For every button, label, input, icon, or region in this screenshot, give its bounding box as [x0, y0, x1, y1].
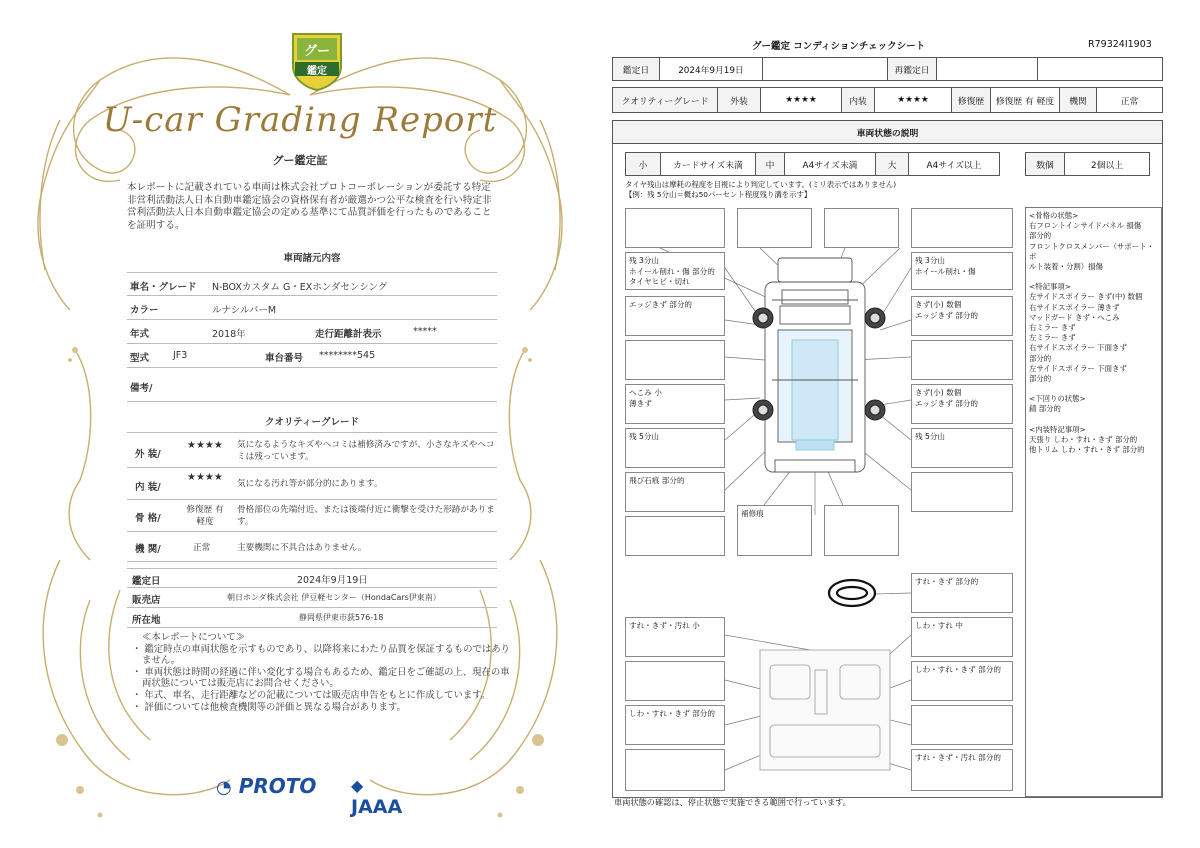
- chassis-value: ********545: [319, 350, 376, 361]
- report-notes: [130, 632, 510, 713]
- quality-grade-label: クオリティーグレード: [612, 87, 718, 113]
- info-row-date: [127, 568, 497, 588]
- ext-box-top-2: [824, 208, 899, 248]
- interior-stars: ★★★★: [874, 87, 952, 113]
- badge-line1: グー: [303, 44, 330, 59]
- notes-line: 左ミラー きず: [1029, 333, 1076, 343]
- notes-line: 左サイドスポイラー 下面きず: [1029, 363, 1127, 373]
- remarks-label: 備考/: [130, 383, 153, 394]
- notes-line: 錆 部分的: [1029, 404, 1061, 414]
- grade-section-title: クオリティーグレード: [264, 417, 360, 428]
- condition-check-sheet: [600, 0, 1200, 848]
- model-label: 型式: [130, 353, 150, 364]
- notes-line: [1029, 384, 1158, 394]
- dealer-value: 朝日ホンダ株式会社 伊豆軽センター（HondaCars伊東南）: [227, 593, 441, 602]
- notes-line: 部分的: [1029, 231, 1052, 241]
- int-box-right-4: すれ・きず・汚れ 部分的: [911, 749, 1013, 791]
- notes-line: 右サイドスポイラー 薄きず: [1029, 302, 1120, 312]
- engine-value: 正常: [1096, 87, 1163, 113]
- frame-desc: 骨格部位の先端付近、または後端付近に衝撃を受けた形跡があります。: [237, 505, 495, 527]
- interior-label: 内 装/: [135, 482, 161, 493]
- jaaa-logo: ◆ JAAA: [351, 776, 403, 818]
- notes-line: マッドガード きず・へこみ: [1029, 312, 1120, 322]
- notes-line: フロントクロスメンバー（サポート・ボ: [1029, 241, 1154, 261]
- notes-line: <骨格の状態>: [1029, 211, 1079, 220]
- engine-value: 正常: [193, 543, 211, 553]
- notes-line: [1029, 415, 1158, 425]
- legend-count: 数個: [1025, 152, 1065, 176]
- ext-box-rear-center: 補修痕: [737, 505, 812, 556]
- legend-small-desc: カードサイズ未満: [660, 152, 756, 176]
- address-label: 所在地: [132, 615, 161, 626]
- exterior-desc: 気になるようなキズやヘコミは補修済みですが、小さなキズやヘコミは残っています。: [237, 440, 495, 462]
- note-item: ・ 鑑定時点の車両状態を示すものであり、以降将来にわたり品質を保証するものではありません。: [132, 643, 510, 667]
- notes-line: [1029, 272, 1158, 282]
- notes-line: <特記事項>: [1029, 282, 1071, 292]
- legend-count-desc: 2個以上: [1064, 152, 1150, 176]
- mileage-label: 走行距離計表示: [315, 329, 382, 340]
- grade-row-engine: [127, 532, 497, 562]
- ext-box-left-rear: 飛び石痕 部分的: [625, 472, 725, 512]
- ext-box-rear-right: [824, 505, 899, 556]
- legend-large-desc: A4サイズ以上: [908, 152, 1000, 176]
- int-box-right-2: しわ・すれ・きず 部分的: [911, 661, 1013, 701]
- name-label: 車名・グレード: [130, 282, 197, 293]
- exterior-stars: ★★★★: [187, 440, 223, 451]
- ext-box-top-1: [737, 208, 812, 248]
- ext-box-left-bottom: [625, 516, 725, 556]
- color-value: ルナシルバーM: [212, 305, 277, 316]
- notes-line: ルト装着・分割）損傷: [1029, 262, 1103, 272]
- frame-label: 骨 格/: [135, 513, 161, 524]
- notes-line: <内装特記事項>: [1029, 424, 1086, 434]
- car-topview: [765, 258, 865, 472]
- interior-stars: ★★★★: [187, 472, 223, 483]
- int-box-right-3: [911, 705, 1013, 745]
- color-label: カラー: [130, 305, 159, 316]
- address-value: 静岡県伊東市荻576-18: [299, 613, 384, 622]
- steering-wheel-icon: [829, 580, 875, 606]
- section-title: 車両状態の説明: [612, 120, 1163, 144]
- int-box-left-1: すれ・きず・汚れ 小: [625, 617, 725, 657]
- ext-box-left-1: [625, 208, 725, 248]
- sheet-title: グー鑑定 コンディションチェックシート: [752, 41, 926, 52]
- engine-desc: 主要機関に不具合はありません。: [237, 543, 367, 553]
- repair-history-label: 修復歴: [951, 87, 991, 113]
- exterior-stars: ★★★★: [760, 87, 842, 113]
- notes-title: ≪本レポートについて≫: [142, 632, 245, 643]
- badge-line2: 鑑定: [307, 66, 327, 77]
- int-box-right-1: しわ・すれ 中: [911, 617, 1013, 657]
- engine-label: 機 関/: [135, 544, 161, 555]
- spec-row-year: [127, 320, 497, 344]
- spec-section-title: 車両諸元内容: [283, 253, 341, 264]
- spec-row-model: [127, 344, 497, 368]
- ext-box-right-mid: [911, 340, 1013, 380]
- legend-mid: 中: [755, 152, 785, 176]
- grade-row-interior: [127, 468, 497, 500]
- interior-desc: 気になる汚れ等が部分的にあります。: [237, 479, 383, 489]
- year-label: 年式: [130, 329, 150, 340]
- grade-row-exterior: [127, 432, 497, 468]
- cert-title: グー鑑定証: [272, 154, 328, 167]
- legend-mid-desc: A4サイズ未満: [784, 152, 876, 176]
- logos: [216, 770, 416, 818]
- notes-line: 左サイドスポイラー きず(中) 数個: [1029, 292, 1143, 302]
- note-item: ・ 年式、車名、走行距離などの記載については販売店申告をもとに作成しています。: [132, 689, 491, 701]
- note-item: ・ 車両状態は時間の経過に伴い変化する場合もあるため、鑑定日をご確認の上、現在の車両状態については販売店にお問合せください。: [132, 666, 510, 690]
- report-script-title: U-car Grading Report: [102, 100, 498, 140]
- notes-line: 右サイドスポイラー 下面きず: [1029, 343, 1127, 353]
- spec-row-color: [127, 296, 497, 320]
- info-row-address: [127, 608, 497, 628]
- mileage-value: *****: [413, 326, 437, 337]
- ext-box-left-mid: [625, 340, 725, 380]
- report-id: R79324I1903: [1088, 39, 1152, 50]
- repair-history-value: 修復歴 有 軽度: [990, 87, 1060, 113]
- notes-line: 天張り しわ・すれ・きず 部分的: [1029, 434, 1138, 444]
- exterior-label: 外装: [717, 87, 761, 113]
- name-value: N-BOXカスタム G・EXホンダセンシング: [212, 282, 388, 293]
- int-box-left-4: [625, 749, 725, 791]
- appraisal-date-label: 鑑定日: [612, 57, 660, 81]
- ext-box-left-tire-rear: 残 5分山: [625, 428, 725, 468]
- notes-line: 部分的: [1029, 374, 1052, 384]
- ext-box-right-rear-door: きず(小) 数個 エッジきず 部分的: [911, 384, 1013, 424]
- chassis-label: 車台番号: [265, 353, 304, 364]
- notes-line: <下回りの状態>: [1029, 394, 1086, 404]
- appraisal-date-label: 鑑定日: [132, 576, 161, 587]
- goo-appraisal-badge: [289, 30, 345, 92]
- jaaa-mark-icon: ◆: [351, 776, 364, 795]
- model-value: JF3: [173, 350, 188, 361]
- frame-value: 修復歴 有 軽度: [186, 505, 224, 527]
- appraisal-date-value: 2024年9月19日: [659, 57, 763, 81]
- note-item: ・ 評価については他検査機関等の評価と異なる場合があります。: [132, 701, 406, 713]
- proto-logo: ◔ PROTO: [216, 774, 317, 798]
- reappraisal-date-label: 再鑑定日: [887, 57, 937, 81]
- tire-note: タイヤ残山は摩耗の程度を目視により判定しています。(ミリ表示ではありません) 【例：残 5分山＝概ね50パーセント程度残り溝を示す】: [625, 180, 897, 199]
- footer-note: 車両状態の確認は、停止状態で実施できる範囲で行っています。: [614, 797, 851, 807]
- spec-row-remarks: [127, 368, 497, 402]
- spec-row-name: [127, 272, 497, 296]
- interior-label: 内装: [841, 87, 875, 113]
- ext-box-right-tire-front: 残 3分山 ホイール削れ・傷: [911, 252, 1013, 290]
- int-box-steering: すれ・きず 部分的: [911, 573, 1013, 613]
- ext-box-left-rear-door: へこみ 小 薄きず: [625, 384, 725, 424]
- notes-column: [1025, 207, 1162, 797]
- dealer-label: 販売店: [132, 595, 161, 606]
- cert-body: 本レポートに記載されている車両は株式会社プロトコーポレーションが委託する特定非営利活動法人日本自動車鑑定協会の資格保有者が厳選かつ公平な検査を行い特定非営利活動法人日本自動車鑑定協会の定める基準にて品質評価を行ったものであることを証明する。: [127, 182, 492, 231]
- int-box-left-2: [625, 661, 725, 701]
- notes-line: 他トリム しわ・すれ・きず 部分的: [1029, 445, 1145, 455]
- legend-large: 大: [875, 152, 909, 176]
- ext-box-right-rear: [911, 472, 1013, 512]
- year-value: 2018年: [212, 329, 246, 340]
- engine-label: 機関: [1059, 87, 1097, 113]
- legend-small: 小: [625, 152, 661, 176]
- ext-box-right-tire-rear: 残 5分山: [911, 428, 1013, 468]
- ext-box-right-1: [911, 208, 1013, 248]
- grade-row-frame: [127, 500, 497, 532]
- notes-line: 部分的: [1029, 353, 1052, 363]
- car-interior: [760, 650, 890, 770]
- ext-box-right-front-door: きず(小) 数個 エッジきず 部分的: [911, 296, 1013, 336]
- notes-line: 右ミラー きず: [1029, 323, 1076, 333]
- int-box-left-3: しわ・すれ・きず 部分的: [625, 705, 725, 745]
- proto-mark-icon: ◔: [216, 777, 232, 798]
- info-row-dealer: [127, 588, 497, 608]
- exterior-label: 外 装/: [135, 449, 161, 460]
- ext-box-left-front-door: エッジきず 部分的: [625, 296, 725, 336]
- ext-box-left-tire-front: 残 3分山 ホイール削れ・傷 部分的 タイヤヒビ・切れ: [625, 252, 725, 290]
- appraisal-date-value: 2024年9月19日: [297, 575, 368, 586]
- notes-line: 右フロントインサイドパネル 損傷: [1029, 221, 1142, 231]
